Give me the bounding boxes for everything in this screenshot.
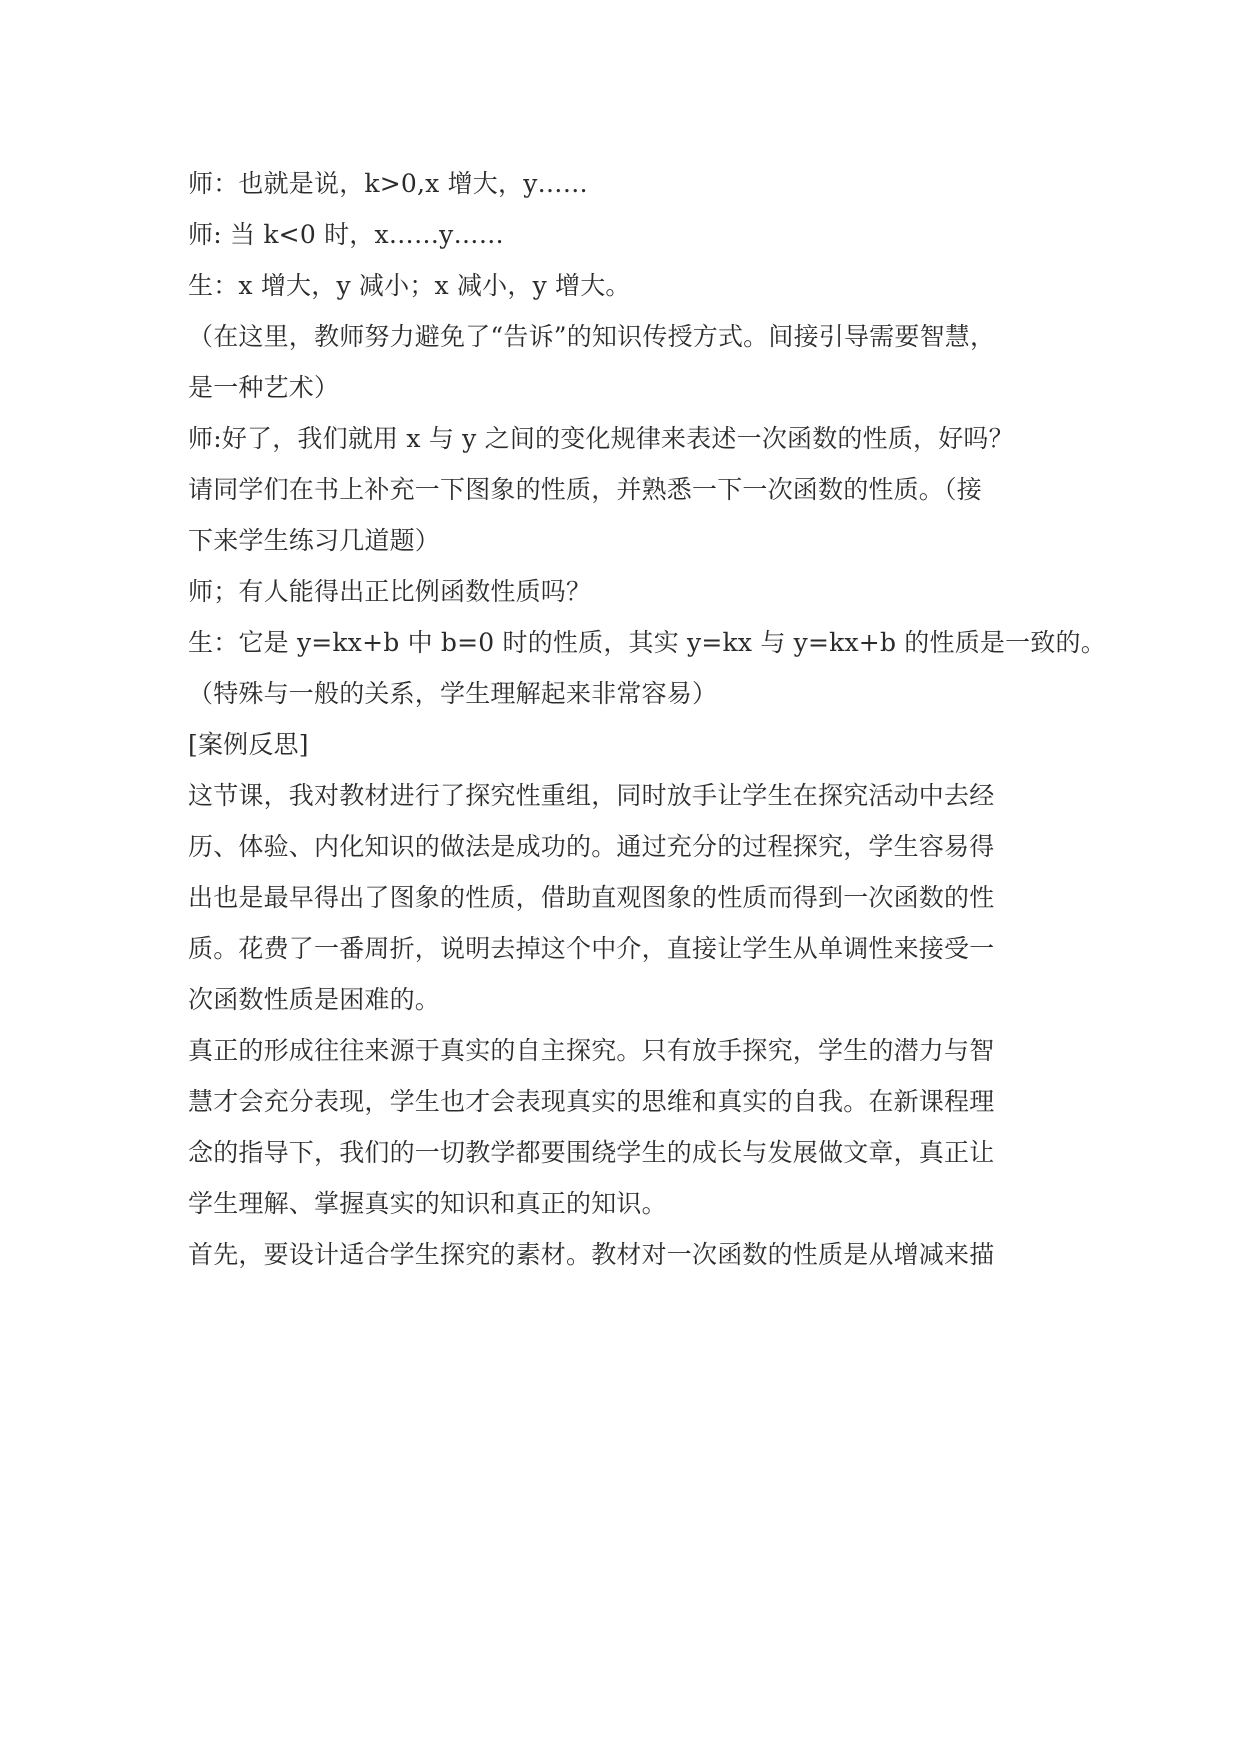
- text-line: 师: 当 k<0 时，x……y……: [188, 220, 504, 249]
- text-line: 慧才会充分表现，学生也才会表现真实的思维和真实的自我。在新课程理: [188, 1087, 995, 1116]
- text-line: 生：x 增大，y 减小；x 减小，y 增大。: [188, 271, 631, 300]
- text-line: 首先，要设计适合学生探究的素材。教材对一次函数的性质是从增减来描: [188, 1240, 995, 1269]
- document-body: [188, 158, 1106, 1280]
- section-heading: [案例反思]: [188, 730, 309, 759]
- text-line: 请同学们在书上补充一下图象的性质，并熟悉一下一次函数的性质。（接: [188, 475, 982, 504]
- text-line: 生：它是 y=kx+b 中 b=0 时的性质，其实 y=kx 与 y=kx+b 的性质是一致的。: [188, 628, 1106, 657]
- text-line: 是一种艺术）: [188, 373, 340, 402]
- text-line: 质。花费了一番周折，说明去掉这个中介，直接让学生从单调性来接受一: [188, 934, 995, 963]
- text-line: 出也是最早得出了图象的性质，借助直观图象的性质而得到一次函数的性: [188, 883, 995, 912]
- text-line: 师：也就是说，k>0,x 增大，y……: [188, 169, 588, 198]
- text-line: 念的指导下，我们的一切教学都要围绕学生的成长与发展做文章，真正让: [188, 1138, 995, 1167]
- text-line: （在这里，教师努力避免了“告诉”的知识传授方式。间接引导需要智慧，: [188, 322, 996, 351]
- text-line: 学生理解、掌握真实的知识和真正的知识。: [188, 1189, 667, 1218]
- text-line: 真正的形成往往来源于真实的自主探究。只有放手探究，学生的潜力与智: [188, 1036, 995, 1065]
- text-line: 这节课，我对教材进行了探究性重组，同时放手让学生在探究活动中去经: [188, 781, 995, 810]
- text-line: 次函数性质是困难的。: [188, 985, 441, 1014]
- text-line: 师；有人能得出正比例函数性质吗？: [188, 577, 592, 606]
- text-line: 师:好了，我们就用 x 与 y 之间的变化规律来表述一次函数的性质，好吗？: [188, 424, 1014, 453]
- text-line: 历、体验、内化知识的做法是成功的。通过充分的过程探究，学生容易得: [188, 832, 995, 861]
- text-line: 下来学生练习几道题）: [188, 526, 441, 555]
- text-line: （特殊与一般的关系，学生理解起来非常容易）: [188, 679, 718, 708]
